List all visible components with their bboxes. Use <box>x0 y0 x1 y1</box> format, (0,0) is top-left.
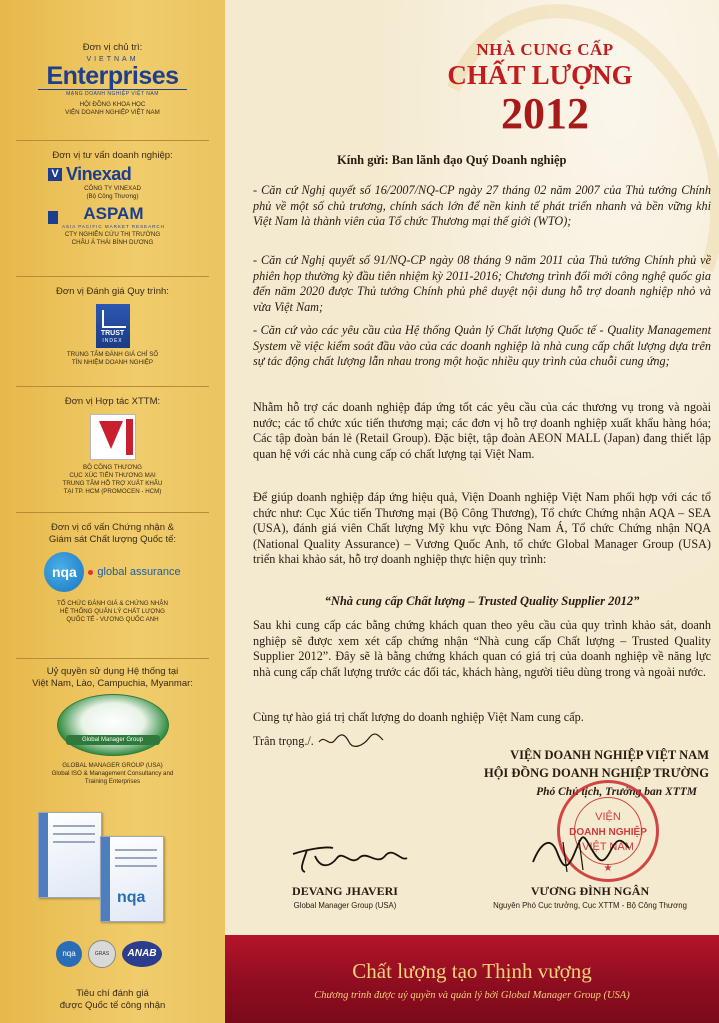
evaluator-label: Đơn vị Đánh giá Quy trình: <box>56 286 169 297</box>
trade-sub-4: TẠI TP. HCM (PROMOCEN - HCM) <box>63 488 162 495</box>
evaluator-sub-1: TRUNG TÂM ĐÁNH GIÁ CHỈ SỐ <box>66 351 159 358</box>
license-label-1: Uỷ quyền sử dụng Hệ thống tại <box>46 666 179 677</box>
vinexad-wordmark: Vinexad <box>66 164 132 184</box>
criteria-section <box>8 988 217 1012</box>
salutation: Kính gửi: Ban lãnh đạo Quý Doanh nghiệp <box>337 153 567 167</box>
trust-logo-text: TRUST <box>100 330 125 337</box>
letter-main <box>225 0 719 935</box>
footer-banner <box>225 935 719 1023</box>
banner-tagline: Chất lượng tạo Thịnh vượng <box>352 959 592 983</box>
paragraph-partners: Để giúp doanh nghiệp đáp ứng hiệu quả, Viện Doanh nghiệp Việt Nam phối hợp với các tổ chức như: Cục Xúc tiến Thương mại (Bộ Công Thương), Tổ chức Chứng nhận AQA – SEA (USA), đánh giá viên Chất lượng Mỹ khu vực Đông Nam Á, Tổ chức Chứng nhận NQA (National Quality Assurance) – Vương Quốc Anh, tổ chức Global Manager Group (USA) triển khai khảo sát, hỗ trợ doanh nghiệp thực hiện quy trình: <box>253 490 711 567</box>
aspam-sub-2: CHÂU Á THÁI BÌNH DƯƠNG <box>71 239 154 246</box>
sponsor-section <box>8 42 217 117</box>
logo-tagline: MẠNG DOANH NGHIỆP VIỆT NAM <box>38 89 187 97</box>
consultant-label: Đơn vị tư vấn doanh nghiệp: <box>52 150 173 161</box>
vinexad-mark-icon: V <box>48 168 62 181</box>
aspam-wordmark: ASPAM <box>83 204 144 223</box>
criteria-label-1: Tiêu chí đánh giá <box>76 988 149 999</box>
vietrade-logo <box>90 414 136 460</box>
chart-bars-icon <box>102 310 126 328</box>
org-position: Phó Chủ tịch, Trưởng ban XTTM <box>536 786 697 798</box>
org-council: HỘI ĐỒNG DOANH NGHIỆP TRƯỜNG <box>483 766 709 780</box>
trade-sub-1: BỘ CÔNG THƯƠNG <box>83 464 142 471</box>
sidebar-divider <box>16 276 209 277</box>
globe-band-text: Global Manager Group <box>66 735 160 745</box>
seal-text-2: DOANH NGHIỆP <box>569 827 647 838</box>
sidebar-divider <box>16 512 209 513</box>
license-label-2: Việt Nam, Lào, Campuchia, Myanmar: <box>32 678 193 689</box>
closing-text: Trân trọng./. <box>253 734 314 748</box>
seal-text-1: VIỆN <box>595 811 621 823</box>
trade-sub-2: CỤC XÚC TIẾN THƯƠNG MẠI <box>69 472 156 479</box>
vietrade-v-icon <box>99 421 123 449</box>
license-sub-2: Global ISO & Management Consultancy and <box>51 770 174 777</box>
right-signer-title: Nguyên Phó Cục trưởng, Cục XTTM - Bộ Công Thương <box>493 901 687 910</box>
license-sub-3: Training Enterprises <box>84 778 141 785</box>
vinexad-sub-2: (Bộ Công Thương) <box>86 193 139 200</box>
heading-line-2: CHẤT LƯỢNG <box>447 60 633 90</box>
certifier-label-1: Đơn vị cố vấn Chứng nhận & <box>51 522 174 533</box>
certificate-mark: nqa <box>117 889 146 906</box>
seal-star-icon: ★ <box>603 863 613 874</box>
anab-badge-icon: ANAB <box>122 941 162 967</box>
right-signature-icon <box>523 822 633 878</box>
trade-partner-label: Đơn vị Hợp tác XTTM: <box>64 396 161 407</box>
sponsor-label: Đơn vị chủ trì: <box>82 42 143 53</box>
program-title-quote: “Nhà cung cấp Chất lượng – Trusted Quality Supplier 2012” <box>324 594 640 608</box>
nqa-badge-icon: nqa <box>56 941 82 967</box>
trade-sub-3: TRUNG TÂM HỖ TRỢ XUẤT KHẨU <box>62 480 163 487</box>
license-section <box>8 666 217 786</box>
paragraph-support: Nhằm hỗ trợ các doanh nghiệp đáp ứng tốt các yêu cầu của các thương vụ trong và ngoài nước; các tổ chức xúc tiến thương mại; các đơn vị hỗ trợ doanh nghiệp xuất khẩu hàng hóa; Các tập đoàn bán lẻ (Retail Group). Đặc biệt, tập đoàn AEON MALL (Japan) đang thiết lập quan hệ với các nhà cung cấp có chất lượng tại Việt Nam. <box>253 400 711 461</box>
nqa-circle-icon: nqa <box>44 552 84 592</box>
nqa-wordmark: global assurance <box>97 566 181 578</box>
evaluator-section <box>8 286 217 367</box>
criteria-label-2: được Quốc tế công nhận <box>59 1000 166 1011</box>
partner-sidebar <box>0 0 226 1023</box>
left-signer-title: Global Manager Group (USA) <box>293 901 397 910</box>
aspam-logo <box>8 205 217 229</box>
certifier-section <box>8 522 217 624</box>
sidebar-divider <box>16 658 209 659</box>
accreditation-badges <box>56 940 162 968</box>
nqa-logo <box>8 552 217 592</box>
logo-vietnam-text: VIETNAM <box>86 56 139 63</box>
right-signer-name: VƯƠNG ĐÌNH NGÂN <box>530 884 650 898</box>
certificate-images <box>34 812 184 942</box>
left-signer-name: DEVANG JHAVERI <box>292 884 398 898</box>
sponsor-sub-1: HỘI ĐỒNG KHOA HỌC <box>79 101 146 108</box>
vinexad-sub-1: CÔNG TY VINEXAD <box>84 185 141 192</box>
heading-year: 2012 <box>501 89 589 138</box>
certificate-icon <box>100 836 164 922</box>
nqa-dot-icon <box>88 570 93 575</box>
seal-text-3: VIỆT NAM <box>582 841 634 853</box>
certificate-icon <box>38 812 102 898</box>
evaluator-sub-2: TÍN NHIỆM DOANH NGHIỆP <box>71 359 154 366</box>
certifier-label-2: Giám sát Chất lượng Quốc tế: <box>48 534 177 545</box>
trust-index-logo <box>96 304 130 348</box>
sidebar-divider <box>16 386 209 387</box>
small-signature-icon <box>315 728 385 752</box>
paragraph-certification: Sau khi cung cấp các bằng chứng khách quan theo yêu cầu của quy trình khảo sát, doanh nghiệp sẽ được xem xét cấp chứng nhận “Nhà cung cấp Chất lượng – Trusted Quality Supplier 2012”. Đây sẽ là bằng chứng khách quan có giá trị của doanh nghiệp về năng lực nhà cung cấp chất lượng trước các đối tác, khách hàng, người tiêu dùng trong và ngoài nước. <box>253 618 711 679</box>
sidebar-divider <box>16 140 209 141</box>
left-signature-icon <box>285 836 415 878</box>
gras-badge-icon: GRAS <box>88 940 116 968</box>
certifier-sub-3: QUỐC TẾ - VƯƠNG QUỐC ANH <box>66 616 159 623</box>
aspam-mark-icon <box>48 211 58 224</box>
consultant-section <box>8 150 217 247</box>
banner-subtitle: Chương trình được uỷ quyền và quản lý bởi Global Manager Group (USA) <box>314 990 630 1001</box>
aspam-sub-1: CTY NGHIÊN CỨU THỊ TRƯỜNG <box>64 231 161 238</box>
license-sub-1: GLOBAL MANAGER GROUP (USA) <box>62 762 163 769</box>
certifier-sub-2: HỆ THỐNG QUẢN LÝ CHẤT LƯỢNG <box>60 608 165 615</box>
paragraph-resolution-16: - Căn cứ Nghị quyết số 16/2007/NQ-CP ngày 27 tháng 02 năm 2007 của Thủ tướng Chính phủ về một số chủ trương, chính sách lớn để nền kinh tế phát triển nhanh và bền vững khi Việt Nam là thành viên của Tổ chức Thương mại thế giới (WTO); <box>253 183 711 229</box>
globe-icon <box>57 694 169 756</box>
paragraph-resolution-91: - Căn cứ Nghị quyết số 91/NQ-CP ngày 08 tháng 9 năm 2011 của Thủ tướng Chính phủ về phiên họp thường kỳ đầu tiên nhiệm kỳ 2011-2016; Chương trình đổi mới công nghệ quốc gia đến năm 2020 được Thủ tướng Chính phủ phê duyệt nội dung hỗ trợ doanh nghiệp nhỏ và vừa Việt Nam; <box>253 253 711 314</box>
sponsor-sub-2: VIỆN DOANH NGHIỆP VIỆT NAM <box>65 109 160 116</box>
index-logo-text: INDEX <box>102 338 123 344</box>
org-name: VIỆN DOANH NGHIỆP VIỆT NAM <box>510 748 709 762</box>
vinexad-logo <box>8 165 217 183</box>
vietrade-band-icon <box>126 419 133 455</box>
certifier-sub-1: TỔ CHỨC ĐÁNH GIÁ & CHỨNG NHẬN <box>57 600 168 607</box>
vietnam-enterprises-logo <box>8 56 217 97</box>
heading-line-1: NHÀ CUNG CẤP <box>476 40 614 59</box>
paragraph-qms: - Căn cứ vào các yêu cầu của Hệ thống Quản lý Chất lượng Quốc tế - Quality Management System về việc kiểm soát đầu vào của các doanh nghiệp là nhà cung cấp chất lượng dựa trên sự tác động chất lượng lẫn nhau trong một hoặc nhiều quy trình của chuỗi cung ứng; <box>253 323 711 369</box>
trade-partner-section <box>8 396 217 496</box>
paragraph-pride: Cùng tự hào giá trị chất lượng do doanh nghiệp Việt Nam cung cấp. <box>253 710 584 724</box>
aspam-tagline: ASIA PACIFIC MARKET RESEARCH <box>62 224 165 229</box>
logo-enterprises-text: Enterprises <box>46 62 179 90</box>
